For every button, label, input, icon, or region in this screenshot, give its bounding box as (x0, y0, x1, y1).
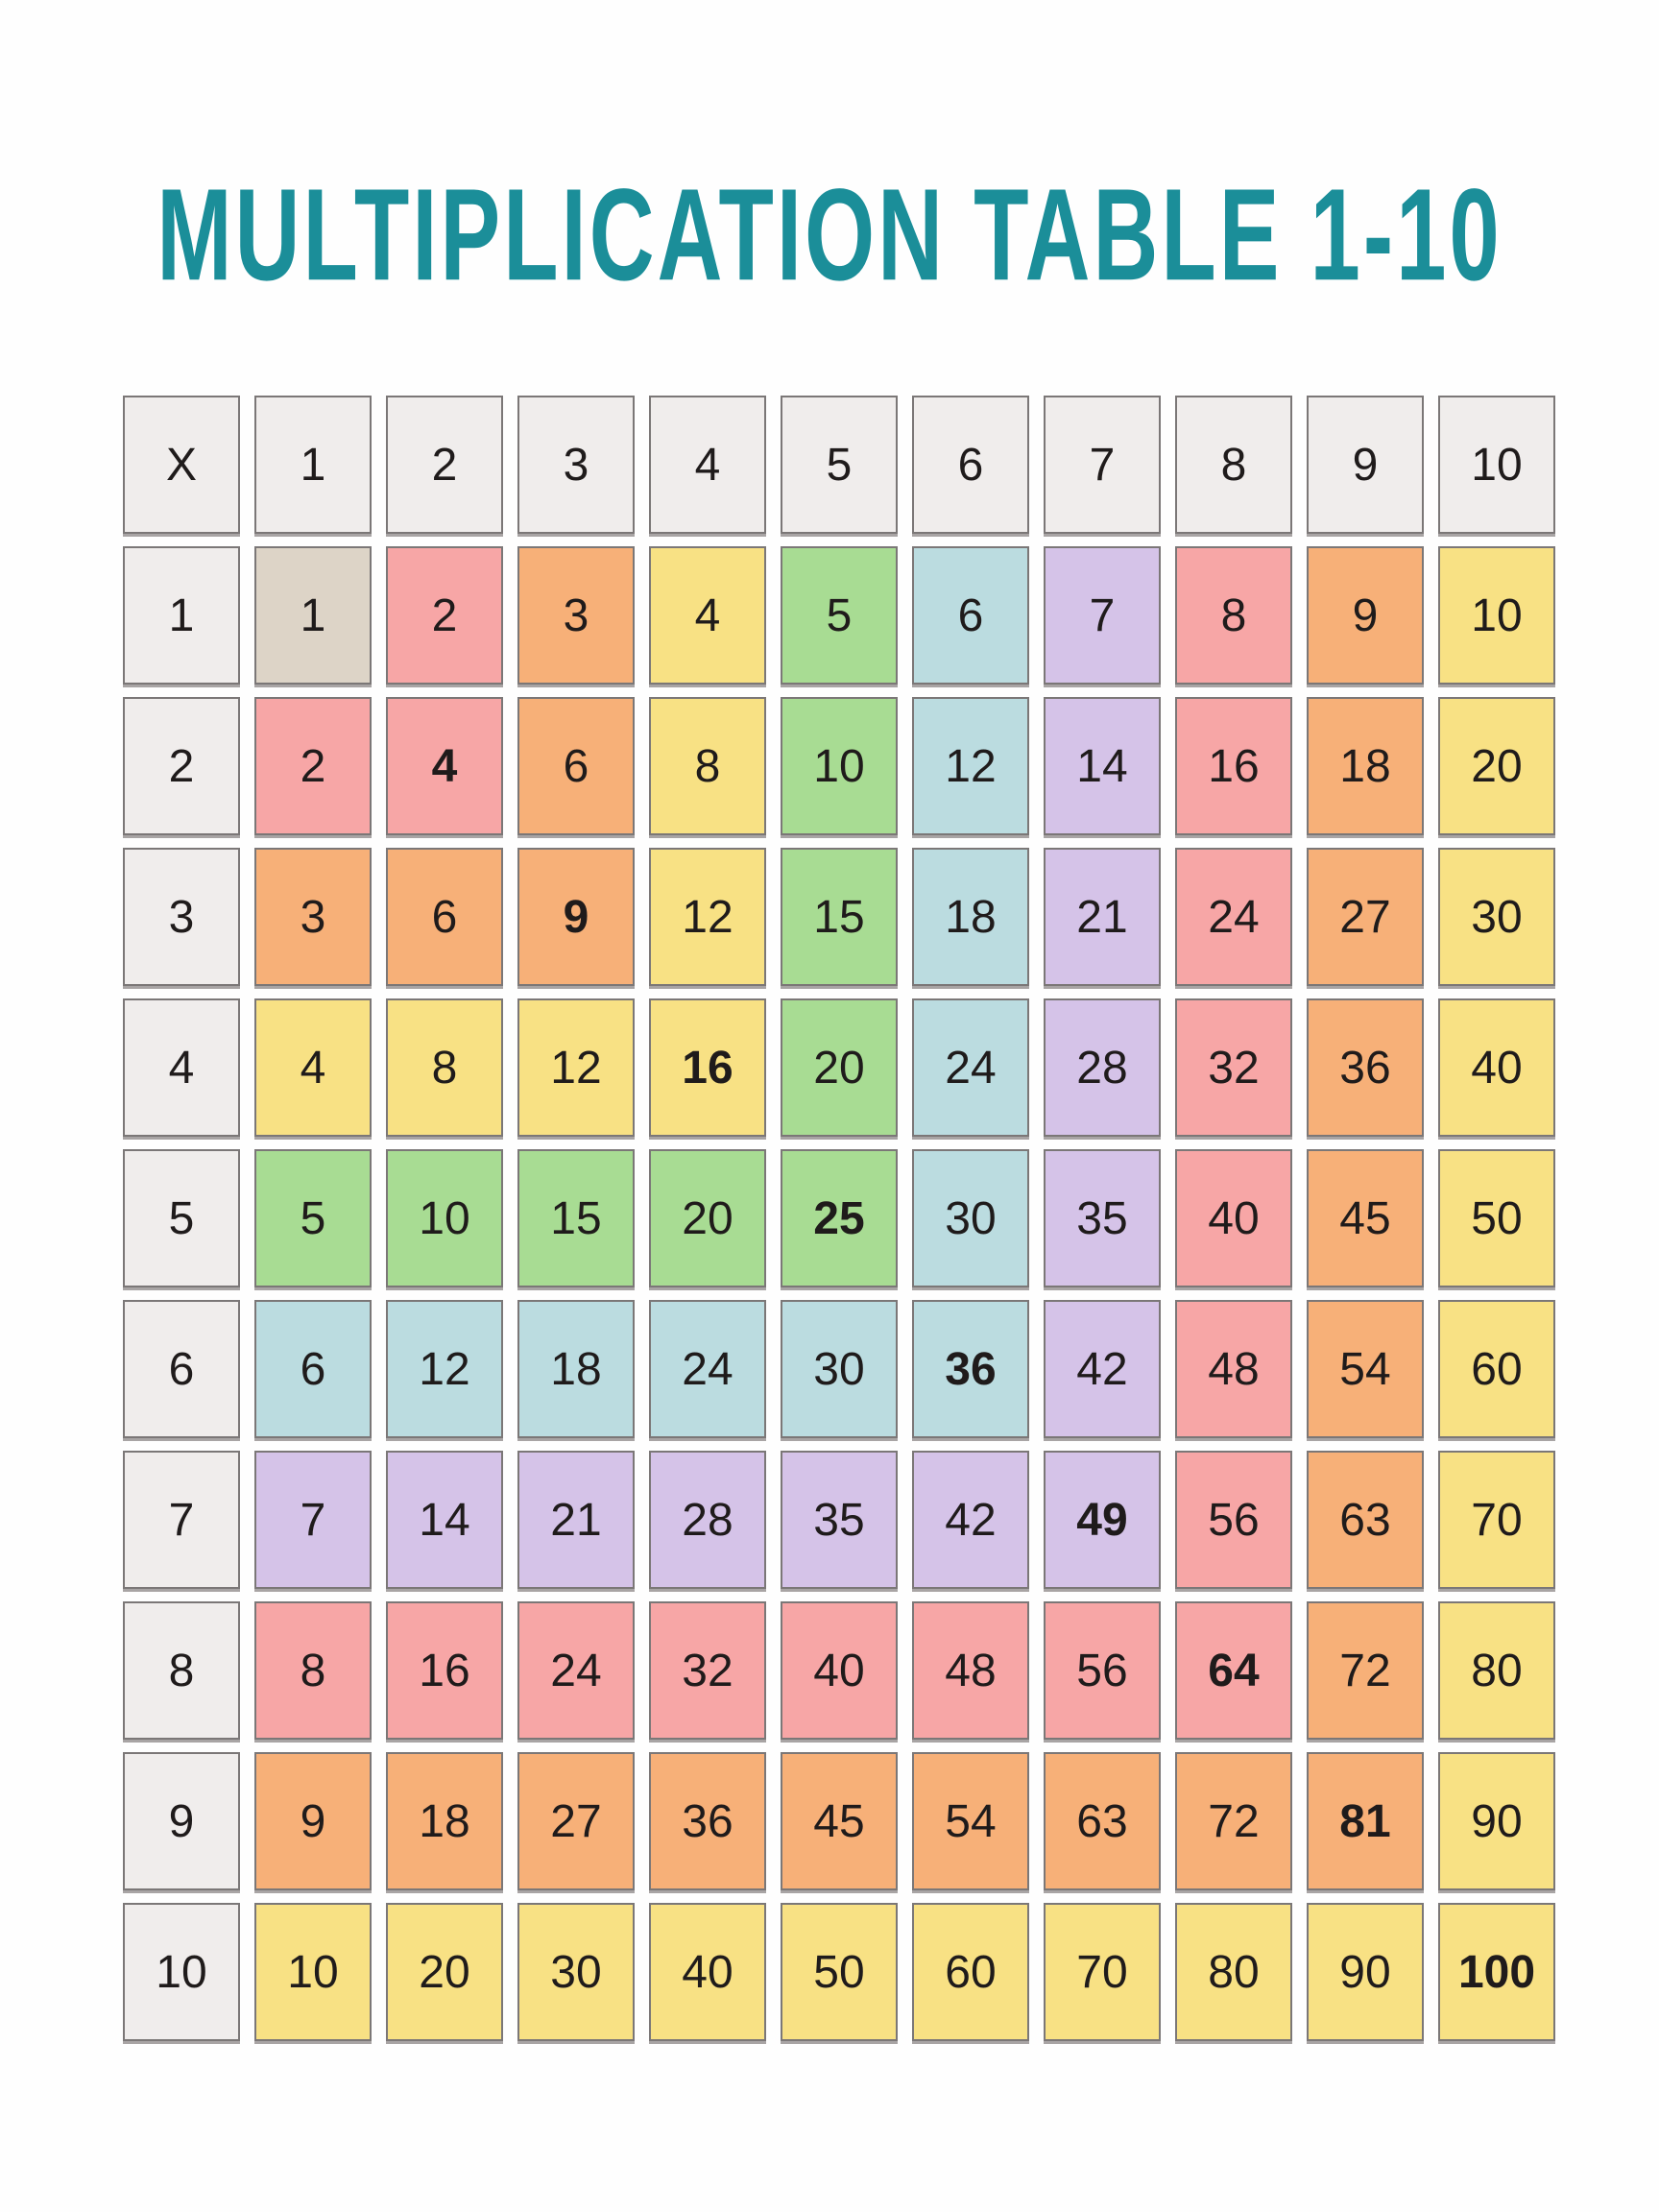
table-cell: 30 (517, 1903, 635, 2041)
table-cell: 56 (1175, 1451, 1292, 1589)
column-header-cell: 9 (1307, 396, 1424, 534)
table-cell: 14 (386, 1451, 503, 1589)
row-header-cell: 6 (123, 1300, 240, 1438)
table-cell: 12 (912, 697, 1029, 835)
table-cell: 4 (386, 697, 503, 835)
table-cell: 90 (1307, 1903, 1424, 2041)
column-header-cell: 1 (254, 396, 372, 534)
table-cell: 16 (1175, 697, 1292, 835)
table-cell: 42 (912, 1451, 1029, 1589)
table-cell: 9 (517, 848, 635, 986)
table-cell: 40 (649, 1903, 766, 2041)
row-header-cell: 1 (123, 546, 240, 685)
column-header-cell: 8 (1175, 396, 1292, 534)
table-cell: 50 (781, 1903, 898, 2041)
table-cell: 7 (1044, 546, 1161, 685)
table-cell: 80 (1175, 1903, 1292, 2041)
table-cell: 12 (517, 998, 635, 1137)
table-cell: 10 (386, 1149, 503, 1287)
column-header-cell: 4 (649, 396, 766, 534)
row-header-cell: 3 (123, 848, 240, 986)
table-cell: 24 (649, 1300, 766, 1438)
table-cell: 32 (649, 1601, 766, 1740)
table-cell: 15 (781, 848, 898, 986)
table-cell: 30 (912, 1149, 1029, 1287)
table-cell: 9 (1307, 546, 1424, 685)
table-cell: 40 (1438, 998, 1555, 1137)
table-cell: 21 (1044, 848, 1161, 986)
table-cell: 48 (912, 1601, 1029, 1740)
row-header-cell: 5 (123, 1149, 240, 1287)
table-cell: 8 (254, 1601, 372, 1740)
table-cell: 28 (1044, 998, 1161, 1137)
table-cell: 8 (649, 697, 766, 835)
table-cell: 16 (649, 998, 766, 1137)
column-header-cell: 10 (1438, 396, 1555, 534)
table-cell: 10 (781, 697, 898, 835)
table-cell: 30 (781, 1300, 898, 1438)
table-cell: 63 (1307, 1451, 1424, 1589)
table-cell: 56 (1044, 1601, 1161, 1740)
table-cell: 1 (254, 546, 372, 685)
table-cell: 24 (912, 998, 1029, 1137)
table-cell: 81 (1307, 1752, 1424, 1890)
table-cell: 72 (1307, 1601, 1424, 1740)
table-cell: 30 (1438, 848, 1555, 986)
table-cell: 54 (1307, 1300, 1424, 1438)
table-cell: 20 (386, 1903, 503, 2041)
table-cell: 18 (912, 848, 1029, 986)
row-header-cell: 2 (123, 697, 240, 835)
table-cell: 4 (254, 998, 372, 1137)
table-cell: 20 (781, 998, 898, 1137)
table-cell: 6 (254, 1300, 372, 1438)
table-cell: 63 (1044, 1752, 1161, 1890)
table-cell: 21 (517, 1451, 635, 1589)
table-cell: 6 (386, 848, 503, 986)
table-cell: 18 (517, 1300, 635, 1438)
table-cell: 70 (1044, 1903, 1161, 2041)
table-cell: 20 (649, 1149, 766, 1287)
table-cell: 45 (1307, 1149, 1424, 1287)
table-cell: 12 (386, 1300, 503, 1438)
table-cell: 64 (1175, 1601, 1292, 1740)
table-cell: 6 (912, 546, 1029, 685)
column-header-cell: 3 (517, 396, 635, 534)
table-cell: 9 (254, 1752, 372, 1890)
table-cell: 7 (254, 1451, 372, 1589)
table-cell: 6 (517, 697, 635, 835)
table-cell: 3 (254, 848, 372, 986)
row-header-cell: 4 (123, 998, 240, 1137)
table-cell: 72 (1175, 1752, 1292, 1890)
table-cell: 5 (781, 546, 898, 685)
table-cell: 18 (386, 1752, 503, 1890)
page-title (0, 160, 1659, 308)
page-title-text: MULTIPLICATION TABLE 1-10 (156, 160, 1503, 308)
table-cell: 48 (1175, 1300, 1292, 1438)
row-header-cell: 10 (123, 1903, 240, 2041)
table-cell: 42 (1044, 1300, 1161, 1438)
table-cell: 15 (517, 1149, 635, 1287)
column-header-cell: 7 (1044, 396, 1161, 534)
table-cell: 24 (517, 1601, 635, 1740)
row-header-cell: 8 (123, 1601, 240, 1740)
table-cell: 49 (1044, 1451, 1161, 1589)
table-cell: 36 (1307, 998, 1424, 1137)
table-cell: 18 (1307, 697, 1424, 835)
table-cell: 5 (254, 1149, 372, 1287)
table-cell: 10 (254, 1903, 372, 2041)
row-header-cell: 9 (123, 1752, 240, 1890)
table-cell: 35 (781, 1451, 898, 1589)
table-cell: 36 (912, 1300, 1029, 1438)
table-cell: 27 (517, 1752, 635, 1890)
table-cell: 60 (912, 1903, 1029, 2041)
table-cell: 54 (912, 1752, 1029, 1890)
table-cell: 3 (517, 546, 635, 685)
table-cell: 16 (386, 1601, 503, 1740)
table-cell: 10 (1438, 546, 1555, 685)
column-header-cell: 5 (781, 396, 898, 534)
table-cell: 50 (1438, 1149, 1555, 1287)
table-cell: 32 (1175, 998, 1292, 1137)
table-cell: 12 (649, 848, 766, 986)
table-cell: 45 (781, 1752, 898, 1890)
table-cell: 8 (1175, 546, 1292, 685)
table-cell: 2 (386, 546, 503, 685)
table-cell: 2 (254, 697, 372, 835)
table-cell: 100 (1438, 1903, 1555, 2041)
table-cell: 25 (781, 1149, 898, 1287)
table-cell: 90 (1438, 1752, 1555, 1890)
table-cell: 70 (1438, 1451, 1555, 1589)
multiplication-table (123, 396, 1555, 2041)
row-header-cell: 7 (123, 1451, 240, 1589)
table-cell: 8 (386, 998, 503, 1137)
table-cell: 40 (1175, 1149, 1292, 1287)
table-cell: 28 (649, 1451, 766, 1589)
table-cell: 20 (1438, 697, 1555, 835)
table-cell: 27 (1307, 848, 1424, 986)
table-cell: 60 (1438, 1300, 1555, 1438)
table-cell: 14 (1044, 697, 1161, 835)
column-header-cell: 2 (386, 396, 503, 534)
table-cell: 80 (1438, 1601, 1555, 1740)
table-cell: 40 (781, 1601, 898, 1740)
table-cell: 4 (649, 546, 766, 685)
table-cell: 35 (1044, 1149, 1161, 1287)
table-cell: 36 (649, 1752, 766, 1890)
corner-header-cell: X (123, 396, 240, 534)
column-header-cell: 6 (912, 396, 1029, 534)
table-cell: 24 (1175, 848, 1292, 986)
